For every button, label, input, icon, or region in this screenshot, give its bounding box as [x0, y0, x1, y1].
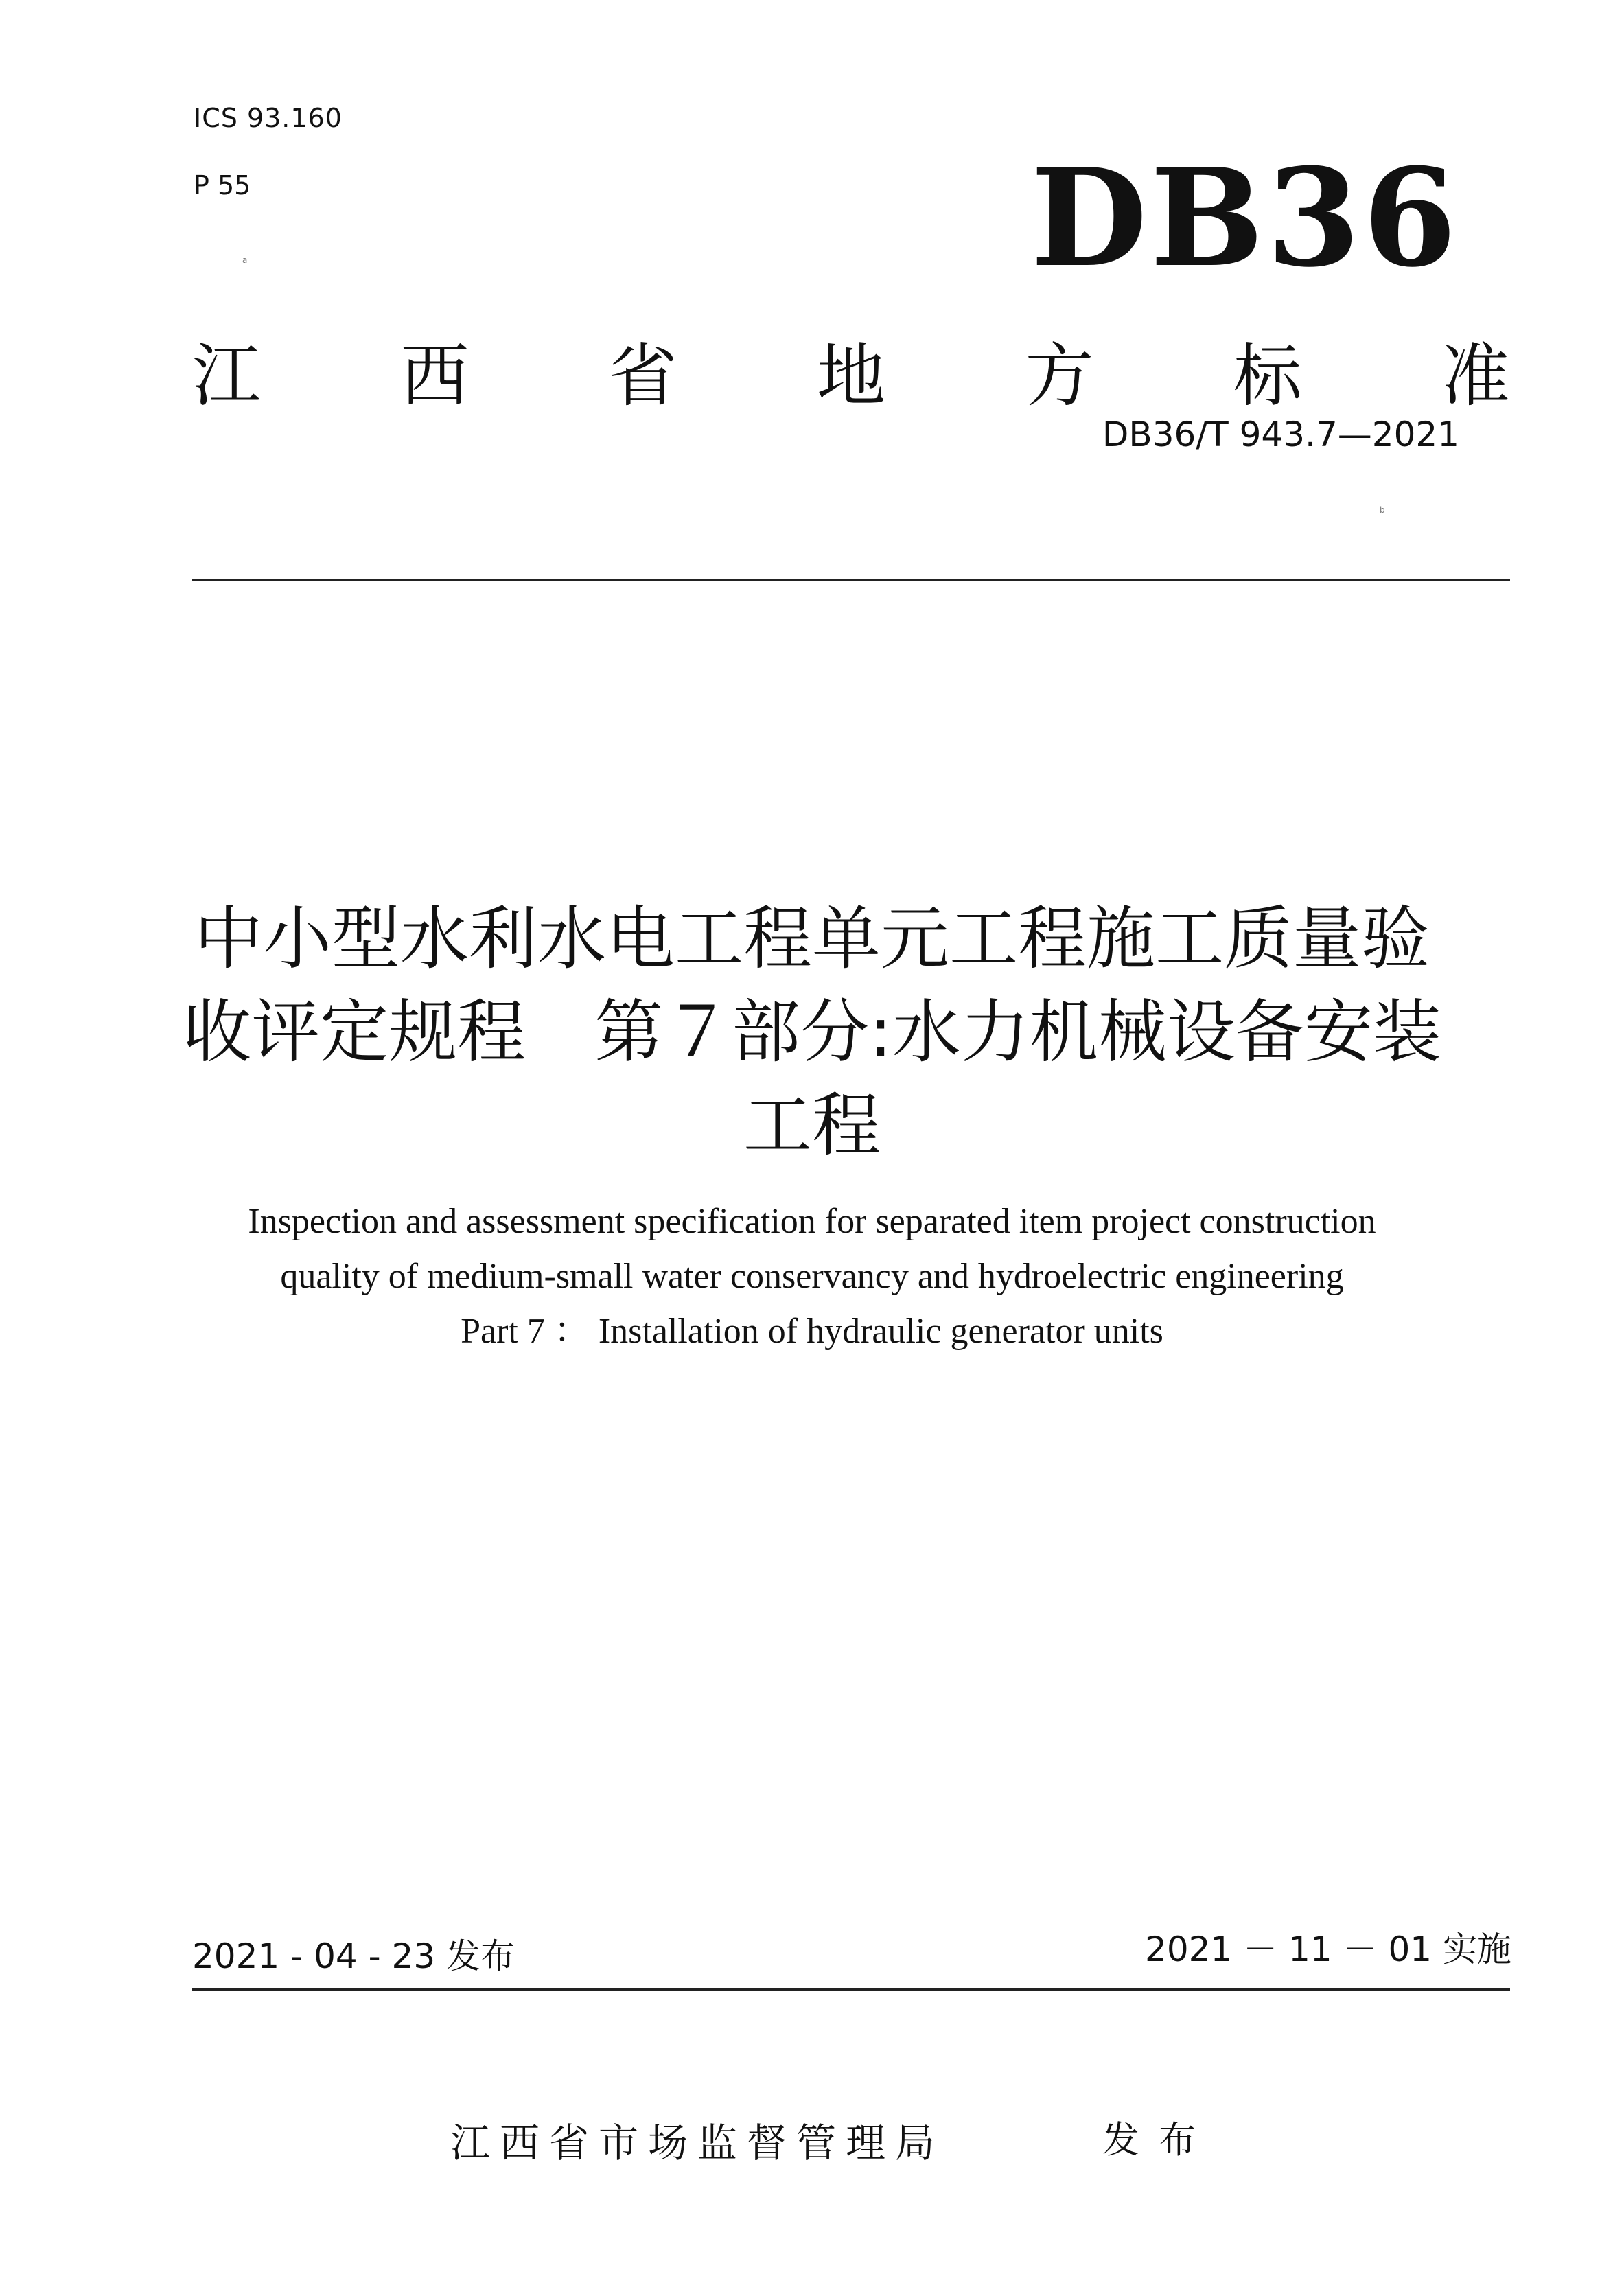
standard-type-char: 省: [608, 336, 677, 416]
chinese-title-line: 收评定规程 第７部分:水力机械设备安装: [183, 992, 1441, 1072]
ics-code: ICS 93.160: [194, 103, 343, 133]
bottom-divider: [192, 1988, 1510, 1991]
issue-label: 发布: [1102, 2118, 1215, 2161]
standard-code: DB36/T 943.7—2021: [1102, 415, 1459, 454]
english-title-line: Part 7 ： Installation of hydraulic generator units: [461, 1312, 1163, 1351]
page-marker-b: b: [1380, 505, 1385, 515]
top-divider: [192, 579, 1510, 581]
standard-type-char: 地: [816, 336, 885, 416]
chinese-title: [110, 892, 1514, 1172]
english-title-line: Inspection and assessment specification for separated item project construction: [248, 1202, 1376, 1241]
classification-code: P 55: [194, 170, 251, 200]
standard-type-title: [192, 328, 1510, 424]
publish-date: 2021 - 04 - 23 发布: [192, 1936, 515, 1976]
english-title: [110, 1194, 1514, 1359]
standard-type-char: 准: [1441, 336, 1510, 416]
standard-type-char: 方: [1025, 336, 1094, 416]
standard-type-char: 江: [192, 336, 261, 416]
db36-logo: DB36: [1030, 139, 1459, 297]
standard-type-char: 西: [400, 336, 469, 416]
page-marker-a: a: [242, 255, 248, 265]
issuing-authority: 江西省市场监督管理局: [450, 2120, 945, 2166]
implementation-date: 2021 － 11 － 01 实施: [1145, 1929, 1511, 1969]
standard-type-char: 标: [1233, 336, 1302, 416]
chinese-title-line: 中小型水利水电工程单元工程施工质量验: [194, 898, 1430, 979]
chinese-title-line: 工程: [743, 1085, 881, 1166]
english-title-line: quality of medium-small water conservancy and hydroelectric engineering: [280, 1257, 1344, 1296]
